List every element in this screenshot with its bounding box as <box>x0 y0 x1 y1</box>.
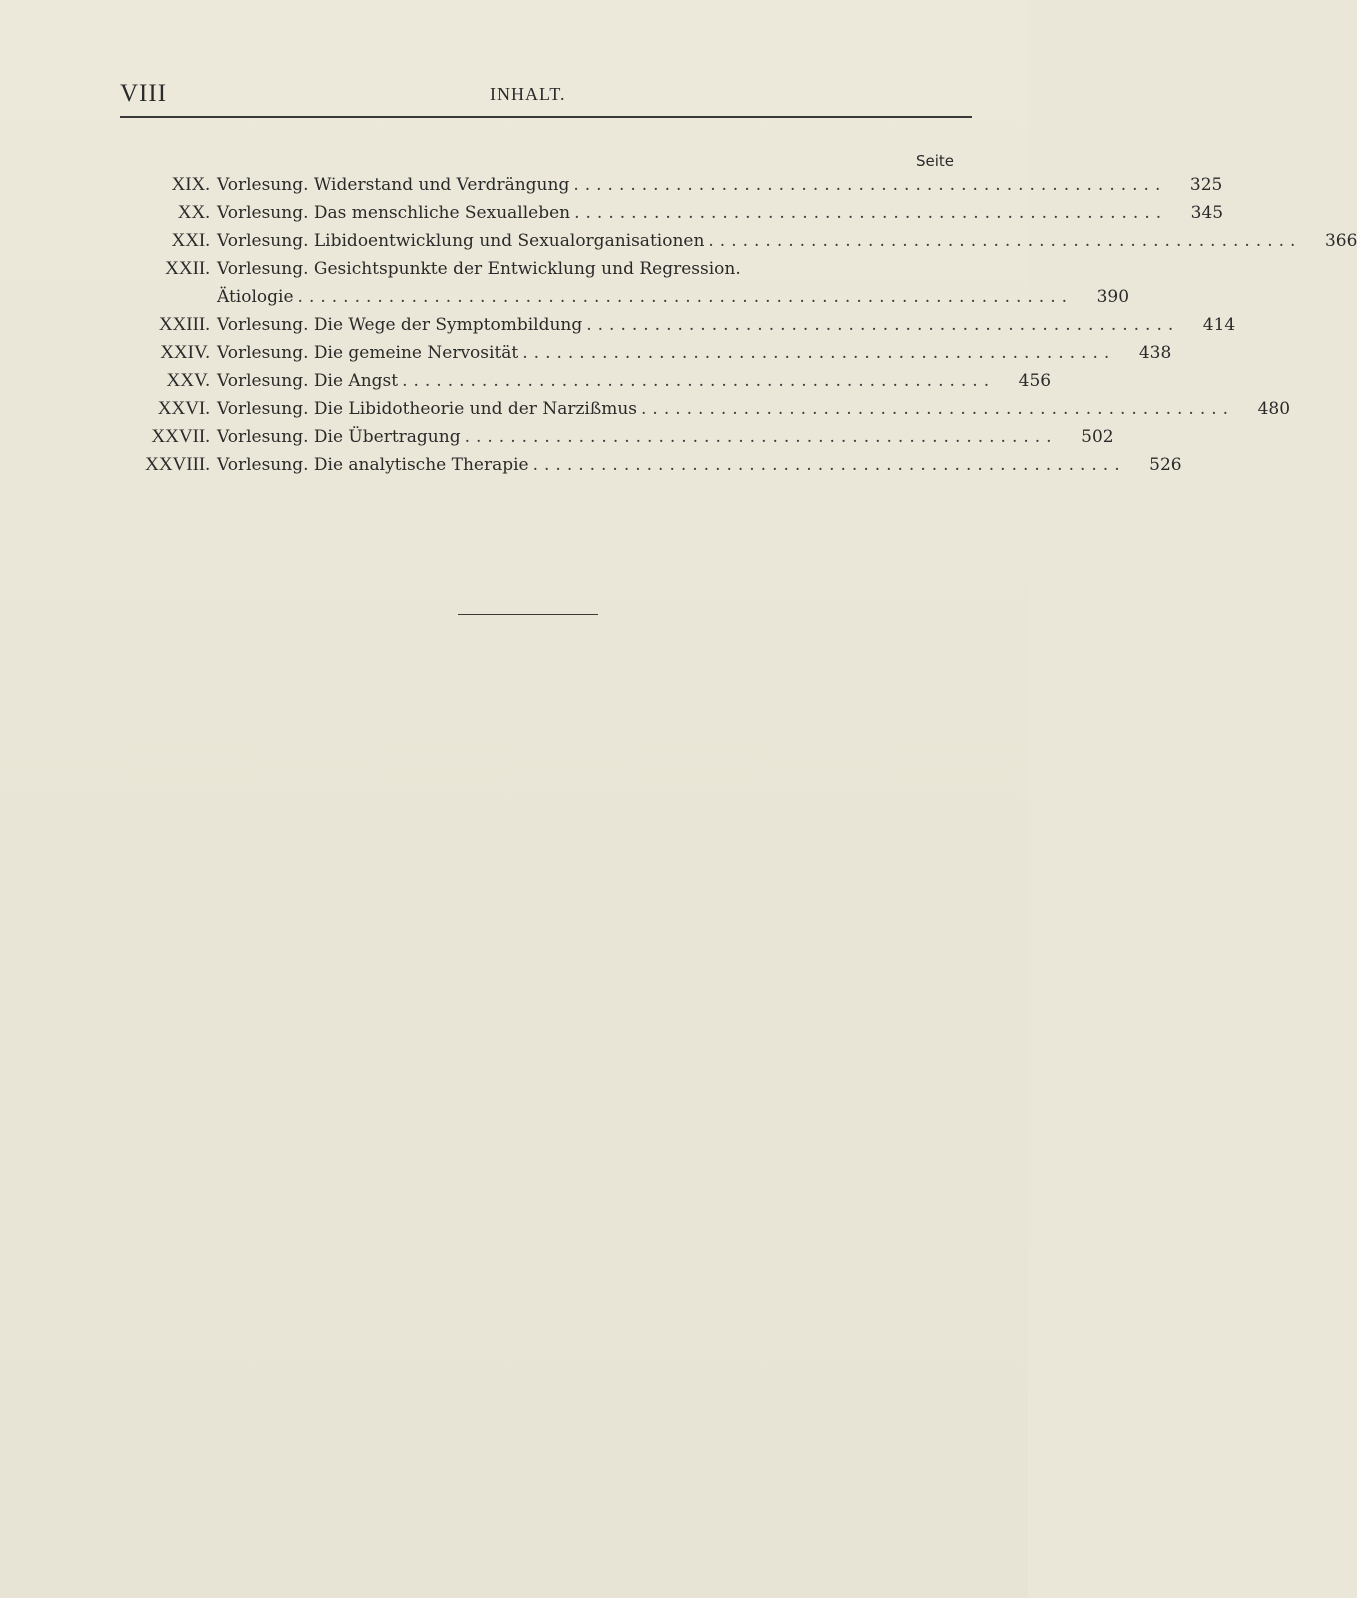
lecture-title: Vorlesung. Libidoentwicklung und Sexualorganisationen <box>217 231 705 251</box>
leader-dots: .................................................... <box>522 343 1116 363</box>
lecture-title: Vorlesung. Widerstand und Verdrängung <box>217 175 570 195</box>
leader-dots: .................................................... <box>586 315 1180 335</box>
toc-entry-xxvi <box>100 395 1291 423</box>
lecture-title: Vorlesung. Die Libidotheorie und der Narzißmus <box>217 399 638 419</box>
lecture-title: Vorlesung. Die Wege der Symptombildung <box>217 315 583 335</box>
lecture-number: XXVII. <box>151 426 210 447</box>
lecture-title: Vorlesung. Die Angst <box>217 371 399 391</box>
running-head: INHALT. <box>490 84 566 104</box>
lecture-number: XIX. <box>171 174 210 195</box>
lecture-page: 526 <box>1149 455 1182 475</box>
lecture-title: Vorlesung. Die analytische Therapie <box>217 455 529 475</box>
lecture-number: XX. <box>177 202 210 223</box>
lecture-title: Vorlesung. Die Übertragung <box>217 427 461 447</box>
lecture-page: 502 <box>1081 427 1114 447</box>
leader-dots: .................................................... <box>641 399 1235 419</box>
toc-entry-xxiv <box>100 339 1172 367</box>
leader-dots: .................................................... <box>574 203 1168 223</box>
lecture-number: XXIII. <box>158 314 210 335</box>
page-number: VIII <box>120 80 168 107</box>
leader-dots: .................................................... <box>573 175 1167 195</box>
toc-entry-xxiii <box>100 311 1236 339</box>
leader-dots: .................................................... <box>532 455 1126 475</box>
leader-dots: .................................................... <box>708 231 1302 251</box>
toc-entry-xx <box>100 199 1224 227</box>
lecture-number: XXIV. <box>160 342 210 363</box>
lecture-number: XXV. <box>166 370 210 391</box>
leader-dots: .................................................... <box>464 427 1058 447</box>
lecture-page: 456 <box>1018 371 1052 391</box>
header-rule <box>120 116 972 118</box>
lecture-title-continuation: Ätiologie <box>217 287 294 307</box>
page-column-label: Seite <box>916 152 955 170</box>
lecture-title: Vorlesung. Das menschliche Sexualleben <box>217 203 571 223</box>
lecture-page: 345 <box>1190 203 1224 223</box>
lecture-page: 366 <box>1324 231 1357 251</box>
table-of-contents <box>100 171 1357 479</box>
toc-entry-xix <box>100 171 1223 199</box>
toc-entry-xxii <box>100 255 970 283</box>
toc-entry-xxi <box>100 227 1357 255</box>
lecture-title: Vorlesung. Gesichtspunkte der Entwicklung und Regression. <box>217 259 741 279</box>
leader-dots: .................................................... <box>402 371 996 391</box>
toc-entry-xxv <box>100 367 1052 395</box>
toc-entry-xxvii <box>100 423 1114 451</box>
lecture-number: XXII. <box>165 258 210 279</box>
lecture-page: 438 <box>1138 343 1172 363</box>
toc-entry-xxviii <box>100 451 1182 479</box>
lecture-title: Vorlesung. Die gemeine Nervosität <box>217 343 519 363</box>
lecture-page: 480 <box>1257 399 1291 419</box>
leader-dots: .................................................................... <box>297 287 1074 307</box>
lecture-number: XXVI. <box>157 398 210 419</box>
toc-entry-xxii-continuation <box>100 283 1130 311</box>
lecture-page: 325 <box>1189 175 1223 195</box>
end-rule <box>458 614 598 615</box>
lecture-number: XXVIII. <box>145 454 210 475</box>
lecture-page: 414 <box>1202 315 1236 335</box>
lecture-page: 390 <box>1096 287 1130 307</box>
lecture-number: XXI. <box>171 230 210 251</box>
